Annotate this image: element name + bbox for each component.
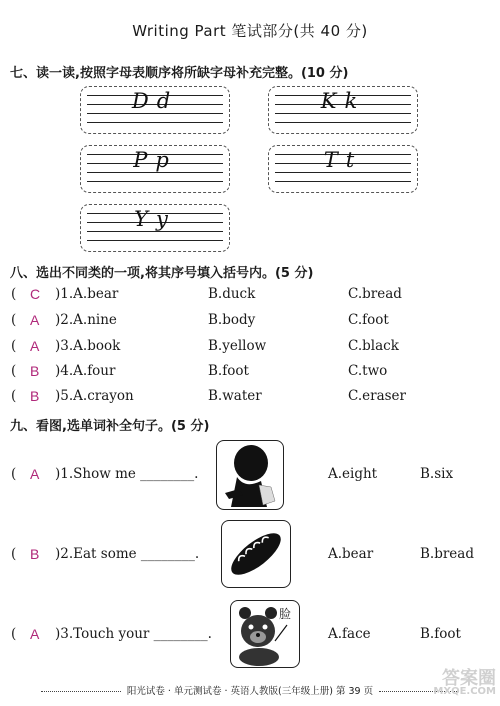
- answer-mark: C: [30, 286, 41, 302]
- option-a: )5.A.crayon: [55, 388, 134, 404]
- option-c: C.black: [348, 338, 399, 354]
- option-b: B.six: [420, 466, 454, 482]
- open-paren: (: [11, 626, 17, 642]
- face-label: 脸: [279, 607, 292, 621]
- open-paren: (: [11, 388, 17, 404]
- letter-box-yy: [80, 204, 230, 252]
- option-b: B.bread: [420, 546, 474, 562]
- answer-mark: A: [30, 338, 40, 354]
- letter-box-kk: [268, 86, 418, 134]
- option-c: C.eraser: [348, 388, 407, 404]
- bread-picture: [221, 520, 291, 588]
- section-8-heading: 八、选出不同类的一项,将其序号填入括号内。(5 分): [10, 266, 314, 281]
- option-c: C.bread: [348, 286, 402, 302]
- option-a: )1.A.bear: [55, 286, 119, 302]
- option-a: A.eight: [328, 466, 378, 482]
- option-c: C.foot: [348, 312, 389, 328]
- question-row: [0, 312, 500, 332]
- child-pointing-picture: [216, 440, 284, 510]
- sentence: )3.Touch your ________.: [55, 626, 212, 642]
- bread-icon: [222, 521, 290, 587]
- answer-mark: B: [30, 363, 40, 379]
- answer-mark: B: [30, 546, 40, 562]
- letter-box-letters: Dd: [131, 89, 179, 113]
- letter-box-dd: [80, 86, 230, 134]
- child-pointing-icon: [217, 441, 283, 509]
- answer-mark: B: [30, 388, 40, 404]
- open-paren: (: [11, 286, 17, 302]
- option-a: )3.A.book: [55, 338, 121, 354]
- watermark-logo: 答案圈: [442, 668, 496, 689]
- letter-box-tt: [268, 145, 418, 193]
- question-row: [0, 363, 500, 383]
- bear-face-picture: [230, 600, 300, 668]
- open-paren: (: [11, 363, 17, 379]
- option-a: A.face: [328, 626, 371, 642]
- letter-box-letters: Pp: [133, 148, 177, 172]
- answer-mark: A: [30, 626, 40, 642]
- page-footer: [0, 683, 500, 697]
- option-b: B.duck: [208, 286, 256, 302]
- footer-divider: [41, 691, 121, 692]
- section-9-heading: 九、看图,选单词补全句子。(5 分): [10, 419, 210, 434]
- option-b: B.foot: [420, 626, 461, 642]
- option-b: B.yellow: [208, 338, 267, 354]
- open-paren: (: [11, 338, 17, 354]
- footer-text: 阳光试卷 · 单元测试卷 · 英语人教版(三年级上册) 第 39 页: [126, 686, 374, 697]
- answer-mark: A: [30, 466, 40, 482]
- sentence: )2.Eat some ________.: [55, 546, 200, 562]
- open-paren: (: [11, 546, 17, 562]
- option-a: )4.A.four: [55, 363, 116, 379]
- option-b: B.body: [208, 312, 256, 328]
- letter-box-letters: Kk: [320, 89, 366, 113]
- letter-box-letters: Yy: [134, 207, 176, 231]
- section-7-heading: 七、读一读,按照字母表顺序将所缺字母补充完整。(10 分): [10, 66, 349, 81]
- option-a: A.bear: [328, 546, 374, 562]
- question-row: [0, 388, 500, 408]
- option-a: )2.A.nine: [55, 312, 117, 328]
- question-row: [0, 286, 500, 306]
- open-paren: (: [11, 312, 17, 328]
- letter-box-letters: Tt: [323, 148, 363, 172]
- option-c: C.two: [348, 363, 388, 379]
- question-row: [0, 338, 500, 358]
- letter-box-pp: [80, 145, 230, 193]
- answer-mark: A: [30, 312, 40, 328]
- page-title: Writing Part 笔试部分(共 40 分): [132, 22, 368, 40]
- option-b: B.foot: [208, 363, 249, 379]
- open-paren: (: [11, 466, 17, 482]
- option-b: B.water: [208, 388, 262, 404]
- watermark-url: MXQE.COM: [433, 686, 496, 697]
- sentence: )1.Show me ________.: [55, 466, 199, 482]
